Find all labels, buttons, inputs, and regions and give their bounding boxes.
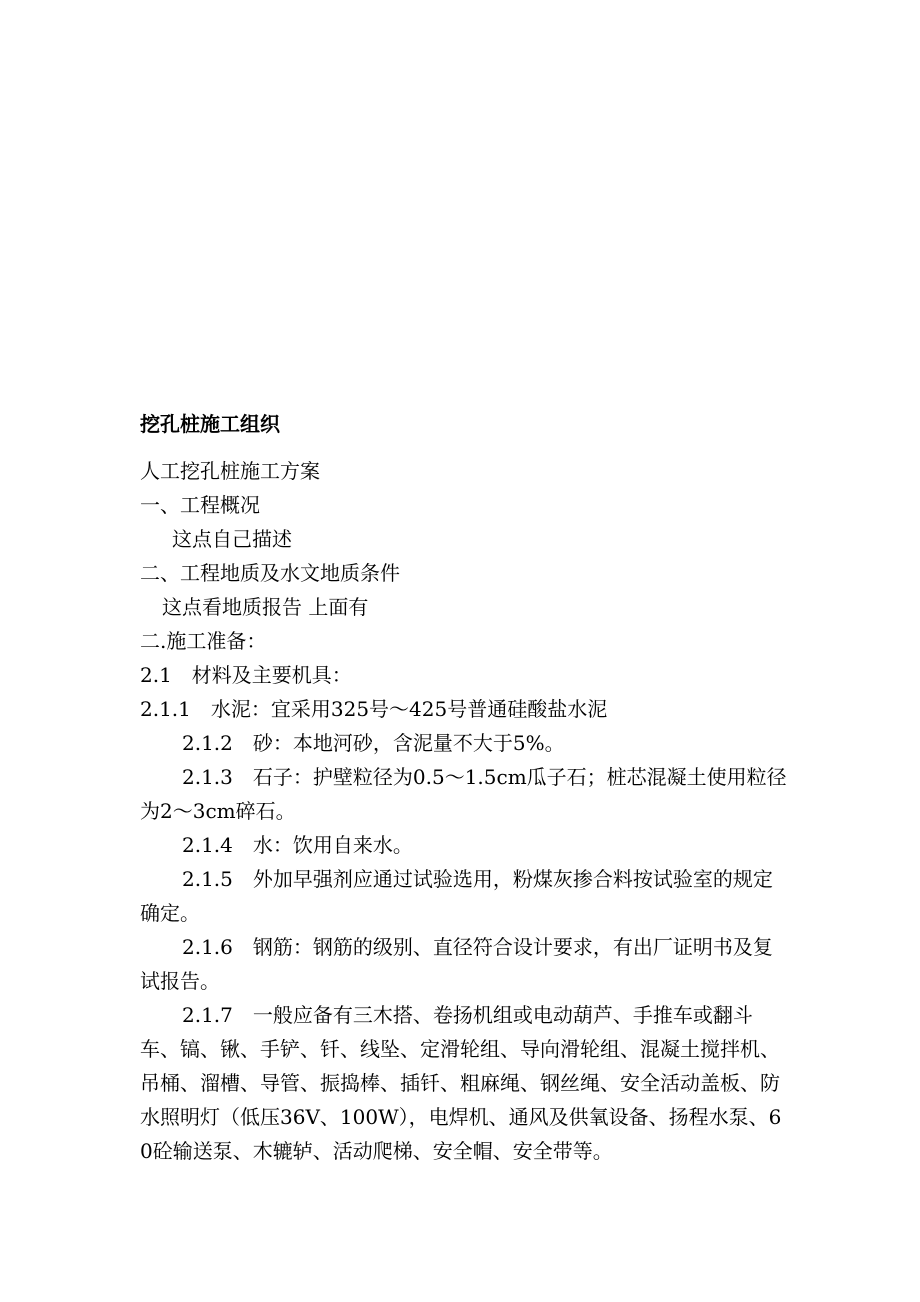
item-stone: 2.1.3 石子：护壁粒径为0.5～1.5cm瓜子石；桩芯混凝土使用粒径为2～3cm碎石。	[140, 765, 787, 823]
section-heading-geology: 二、工程地质及水文地质条件	[140, 561, 400, 585]
document-title: 挖孔桩施工组织	[140, 412, 280, 436]
section-heading-overview: 一、工程概况	[140, 493, 260, 517]
geology-note: 这点看地质报告 上面有	[162, 595, 369, 619]
item-sand: 2.1.2 砂：本地河砂，含泥量不大于5%。	[182, 731, 565, 755]
scheme-title: 人工挖孔桩施工方案	[140, 459, 320, 483]
item-rebar: 2.1.6 钢筋：钢筋的级别、直径符合设计要求，有出厂证明书及复试报告。	[140, 935, 773, 993]
item-admixture: 2.1.5 外加早强剂应通过试验选用，粉煤灰掺合料按试验室的规定确定。	[140, 867, 773, 925]
item-equipment: 2.1.7 一般应备有三木搭、卷扬机组或电动葫芦、手推车或翻斗车、镐、锹、手铲、钎、线坠、定滑轮组、导向滑轮组、混凝土搅拌机、吊桶、溜槽、导管、振捣棒、插钎、粗麻绳、钢丝绳、安全活动盖板、防水照明灯（低压36V、100W），电焊机、通风及供氧设备、扬程水泵、60砼输送泵、木辘轳、活动爬梯、安全帽、安全带等。	[140, 1003, 782, 1163]
document-body	[140, 454, 790, 1168]
overview-note: 这点自己描述	[172, 527, 292, 551]
item-water: 2.1.4 水：饮用自来水。	[182, 833, 413, 857]
subsection-heading-materials: 2.1 材料及主要机具：	[140, 663, 352, 687]
item-cement: 2.1.1 水泥：宜采用325号～425号普通硅酸盐水泥	[140, 697, 608, 721]
section-heading-preparation: 二.施工准备：	[140, 629, 267, 653]
